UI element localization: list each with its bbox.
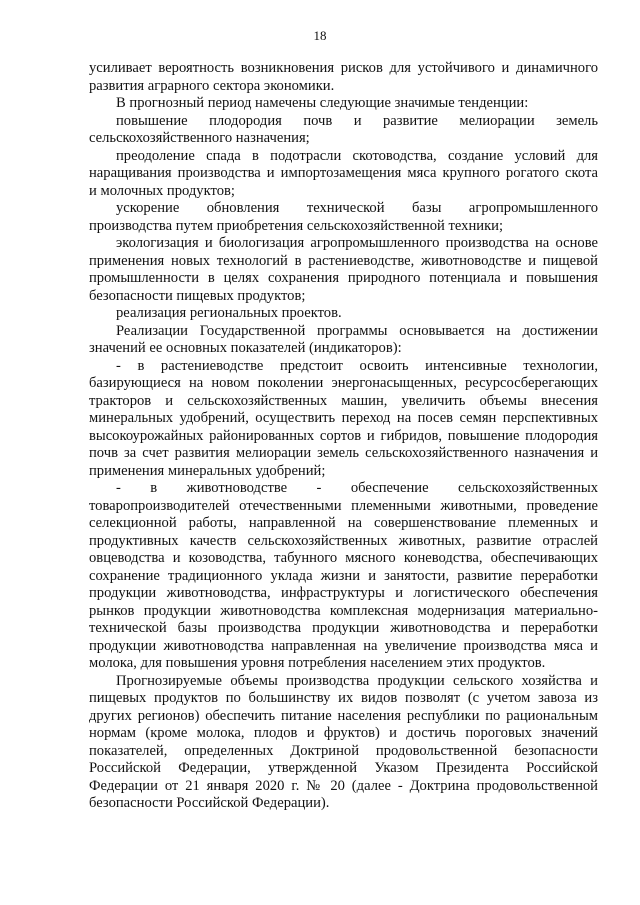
- text-line: - в животноводстве - обеспечение сельскохозяйственных: [116, 480, 598, 496]
- text-line: тракторов и сельскохозяйственных машин, увеличить объемы внесения: [89, 392, 598, 409]
- text-line: селекционной работы, направленной на совершенствование племенных и: [89, 515, 598, 531]
- text-line: показателей, определенных Доктриной продовольственной безопасности: [89, 742, 598, 759]
- text-line: применения новых технологий в растениеводстве, животноводстве и пищевой: [89, 252, 598, 269]
- text-line: наращивания производства и импортозамещения мяса крупного рогатого скота: [89, 165, 598, 181]
- text-line: ускорение обновления технической базы агропромышленного: [116, 200, 598, 216]
- text-line: преодоление спада в подотрасли скотоводства, создание условий для: [116, 147, 598, 164]
- text-line: пищевых продуктов по большинству их видов позволят (с учетом завоза из: [89, 690, 598, 706]
- text-line: реализация региональных проектов.: [116, 305, 342, 321]
- text-line: производства путем приобретения сельскохозяйственной техники;: [89, 217, 504, 234]
- text-line: сельскохозяйственного назначения;: [89, 130, 310, 146]
- text-line: других регионов) обеспечить питание населения республики по рациональным: [89, 707, 598, 724]
- text-line: экологизация и биологизация агропромышленного производства на основе: [116, 235, 598, 251]
- page-number: 18: [313, 28, 327, 43]
- text-line: нормам (кроме молока, плодов и фруктов) и достичь пороговых значений: [89, 725, 598, 741]
- text-line: развития аграрного сектора экономики.: [89, 77, 335, 94]
- text-line: - в растениеводстве предстоит освоить интенсивные технологии,: [116, 357, 598, 374]
- text-line: молока, для повышения уровня потребления населением этих продуктов.: [89, 655, 546, 671]
- text-line: базирующиеся на новом поколении энергонасыщенных, ресурсосберегающих: [89, 375, 598, 391]
- text-line: высокоурожайных районированных сортов и гибридов, повышение плодородия: [89, 427, 598, 444]
- text-line: продукции животноводства направленная на увеличение производства мяса и: [89, 637, 598, 654]
- text-line: промышленности в целях сохранения природного потенциала и повышения: [89, 270, 598, 286]
- text-line: технической базы производства продукции животноводства и переработки: [89, 620, 598, 636]
- text-line: продукции животноводства, инфраструктуры и логистического обеспечения: [89, 585, 598, 601]
- text-line: Прогнозируемые объемы производства продукции сельского хозяйства и: [116, 672, 598, 689]
- text-line: товаропроизводителей отечественными племенными животными, проведение: [89, 497, 598, 514]
- text-line: Реализации Государственной программы основывается на достижении: [116, 322, 598, 339]
- text-line: применения минеральных удобрений;: [89, 462, 326, 479]
- text-line: минеральных удобрений, осуществить переход на посев семян перспективных: [89, 410, 598, 426]
- text-line: безопасности Российской Федерации).: [89, 795, 330, 811]
- text-line: усиливает вероятность возникновения рисков для устойчивого и динамичного: [89, 60, 598, 76]
- text-line: В прогнозный период намечены следующие значимые тенденции:: [116, 95, 529, 111]
- text-line: овцеводства и козоводства, табунного мясного коневодства, обеспечивающих: [89, 550, 598, 566]
- text-line: Федерации от 21 января 2020 г. № 20 (далее - Доктрина продовольственной: [89, 777, 598, 794]
- text-line: повышение плодородия почв и развитие мелиорации земель: [116, 112, 598, 129]
- text-line: продуктивных качеств сельскохозяйственных животных, развитие отраслей: [89, 532, 598, 549]
- text-line: значений ее основных показателей (индикаторов):: [89, 340, 402, 356]
- text-line: сохранение традиционного уклада жизни и занятости, развитие переработки: [89, 567, 598, 584]
- text-line: почв за счет развития мелиорации земель сельскохозяйственного назначения и: [89, 445, 598, 461]
- text-line: Российской Федерации, утвержденной Указом Президента Российской: [89, 760, 598, 776]
- body-text: [89, 60, 598, 813]
- text-line: рынков продукции животноводства комплексная модернизация материально-: [89, 602, 598, 619]
- text-line: безопасности пищевых продуктов;: [89, 287, 306, 304]
- text-line: и молочных продуктов;: [89, 182, 235, 199]
